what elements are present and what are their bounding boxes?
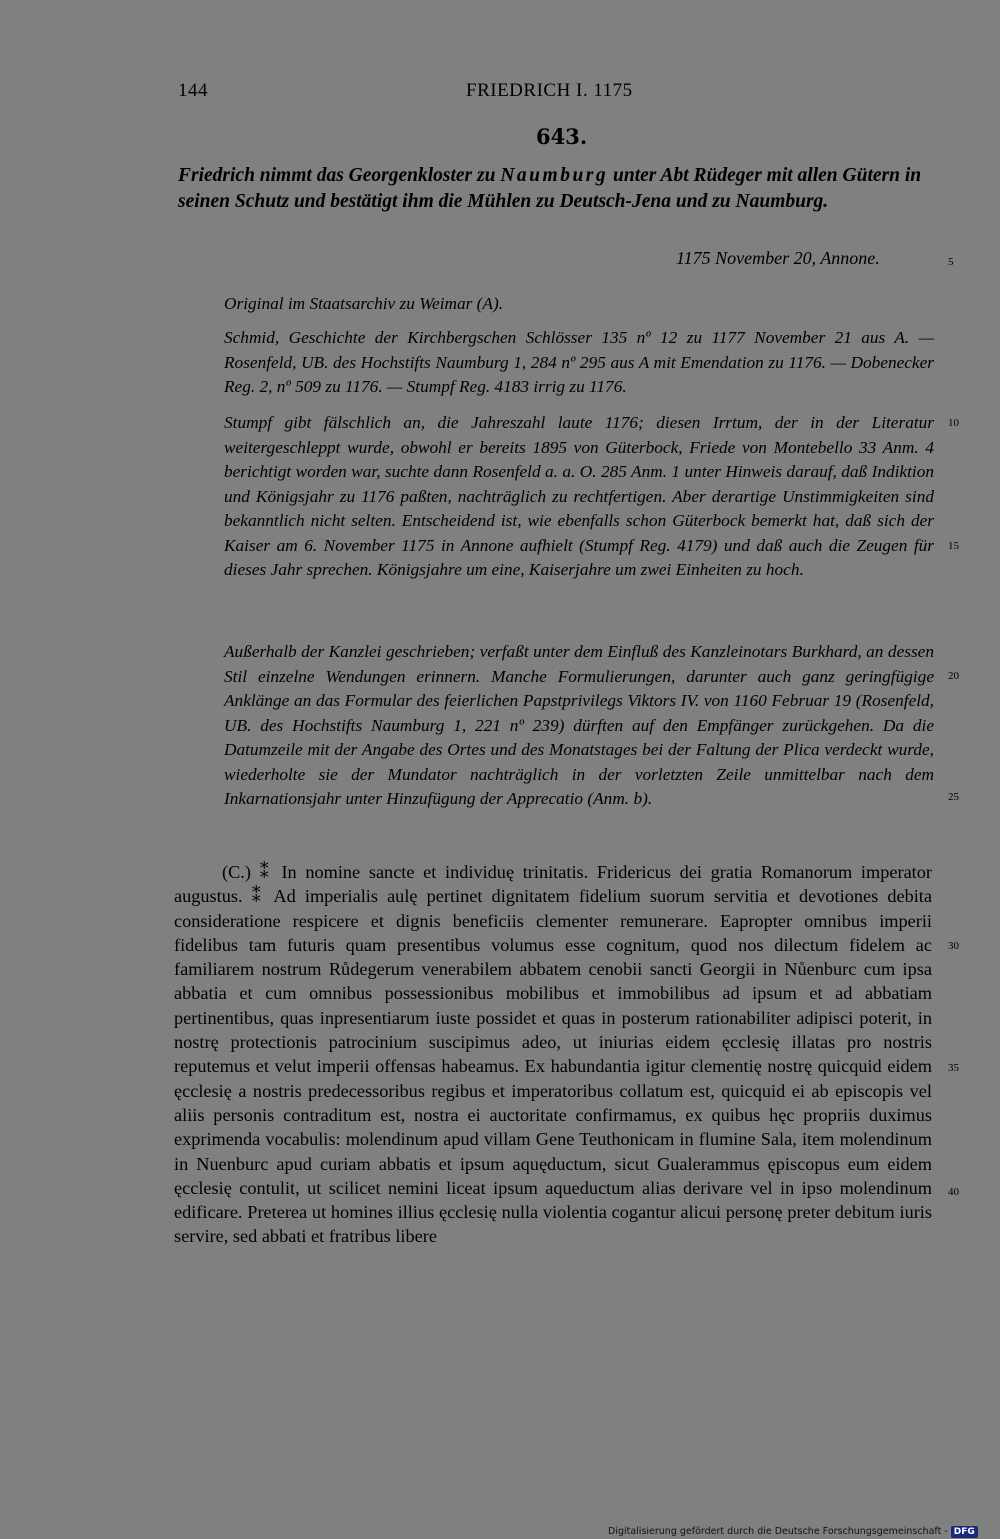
digitization-footer [608,1524,978,1539]
headline-spaced-place: Naumburg [500,165,609,186]
running-title: FRIEDRICH I. 1175 [466,80,633,101]
commentary-chancery: Außerhalb der Kanzlei geschrieben; verfaßt unter dem Einfluß des Kanzleinotars Burkhard, an dessen Stil einzelne Wendungen erinnern. Manche Formulierungen, darunter auch ganz geringfügige Anklänge an das Formular des feierlichen Papstprivilegs Viktors IV. von 1160 Februar 19 (Rosenfeld, UB. des Hochstifts Naumburg 1, 221 nº 239) dürften auf den Empfänger zurückgehen. Da die Datumzeile mit der Angabe des Ortes und des Monatstages bei der Faltung der Plica verdeckt wurde, wiederholte sie der Mundator nachträglich in der vorletzten Zeile unmittelbar nach dem Inkarnationsjahr unter Hinzufügung der Apprecatio (Anm. b). [224,642,934,808]
dateline: 1175 November 20, Annone. [676,248,880,268]
line-number: 40 [948,1186,959,1198]
commentary-original: Original im Staatsarchiv zu Weimar (A). [224,294,504,313]
dfg-logo-icon: DFG [951,1526,978,1538]
commentary-editions: Schmid, Geschichte der Kirchbergschen Schlösser 135 nº 12 zu 1177 November 21 aus A. — Rosenfeld, UB. des Hochstifts Naumburg 1, 284 nº 295 aus A mit Emendation zu 1176. — Dobenecker Reg. 2, nº 509 zu 1176. — Stumpf Reg. 4183 irrig zu 1176. [224,328,934,396]
headline-part-a: Friedrich nimmt das Georgenkloster zu [178,165,501,186]
page-number: 144 [178,80,208,101]
headline-part-b: unter Abt Rüdeger mit allen Gütern in seinen Schutz und bestätigt ihm die Mühlen zu Deutsch-Jena und zu Naumburg. [178,165,922,212]
document-number: 643. [536,124,588,149]
line-number: 30 [948,940,959,952]
footer-text: Digitalisierung gefördert durch die Deutsche Forschungsgemeinschaft - [608,1526,948,1537]
line-number: 25 [948,791,959,803]
line-number: 35 [948,1062,959,1074]
line-number: 20 [948,670,959,682]
charter-text: (C.) ⁑ In nomine sancte et individuę trinitatis. Fridericus dei gratia Romanorum imperator augustus. ⁑ Ad imperialis aulę pertinet dignitatem fidelium suorum servitia et devotiones debita consideratione respicere et dignis beneficiis clementer remunerare. Eapropter omnibus imperii fidelibus tam futuris quam presentibus volumus esse cognitum, quod nos dilectum fidelem ac familiarem nostrum Růdegerum venerabilem abbatem cenobii sancti Georgii in Nůenburc cum ipsa abbatia et cum omnibus possessionibus mobilibus et immobilibus ad ipsum et ad abbatiam pertinentibus, quas inpresentiarum iuste possidet et quas in posterum rationabiliter adipisci poterit, in nostrę protectionis patrocinium suscipimus adeo, ut iniurias eidem ęcclesię illatas pro nostris reputemus et velut imperii offensas habeamus. Ex habundantia igitur clementię nostrę quicquid eidem ęcclesię a nostris predecessoribus regibus et imperatoribus collatum est, quicquid ei ab episcopis vel aliis personis contraditum est, nostra ei auctoritate confirmamus, ex quibus hęc propriis duximus exprimenda vocabulis: molendinum apud villam Gene Teuthonicam in flumine Sala, item molendinum in Nuenburc apud curiam abbatis et ipsum aquęductum, sicut Gualerammus ępiscopus eum eidem ęcclesię contulit, ut scilicet nemini liceat ipsum aqueductum alias derivare vel in ipso molendinum edificare. Preterea ut homines illius ęcclesię nulla violentia cogantur alicui personę preter debitum iuris servire, sed abbati et fratribus libere [174,862,932,1247]
commentary-dating: Stumpf gibt fälschlich an, die Jahreszahl laute 1176; diesen Irrtum, der in der Literatur weitergeschleppt wurde, obwohl er bereits 1895 von Güterbock, Friede von Montebello 33 Anm. 4 berichtigt worden war, suchte dann Rosenfeld a. a. O. 285 Anm. 1 unter Hinweis darauf, daß Indiktion und Königsjahr zu 1176 paßten, nachträglich zu rechtfertigen. Aber derartige Unstimmigkeiten sind bekanntlich nicht selten. Entscheidend ist, wie ebenfalls schon Güterbock bemerkt hat, daß sich der Kaiser am 6. November 1175 in Annone aufhielt (Stumpf Reg. 4179) und daß auch die Zeugen für dieses Jahr sprechen. Königsjahre um eine, Kaiserjahre um zwei Einheiten zu hoch. [224,413,934,579]
line-number: 15 [948,540,959,552]
line-number: 5 [948,256,954,268]
line-number: 10 [948,417,959,429]
document-headline [178,163,938,215]
